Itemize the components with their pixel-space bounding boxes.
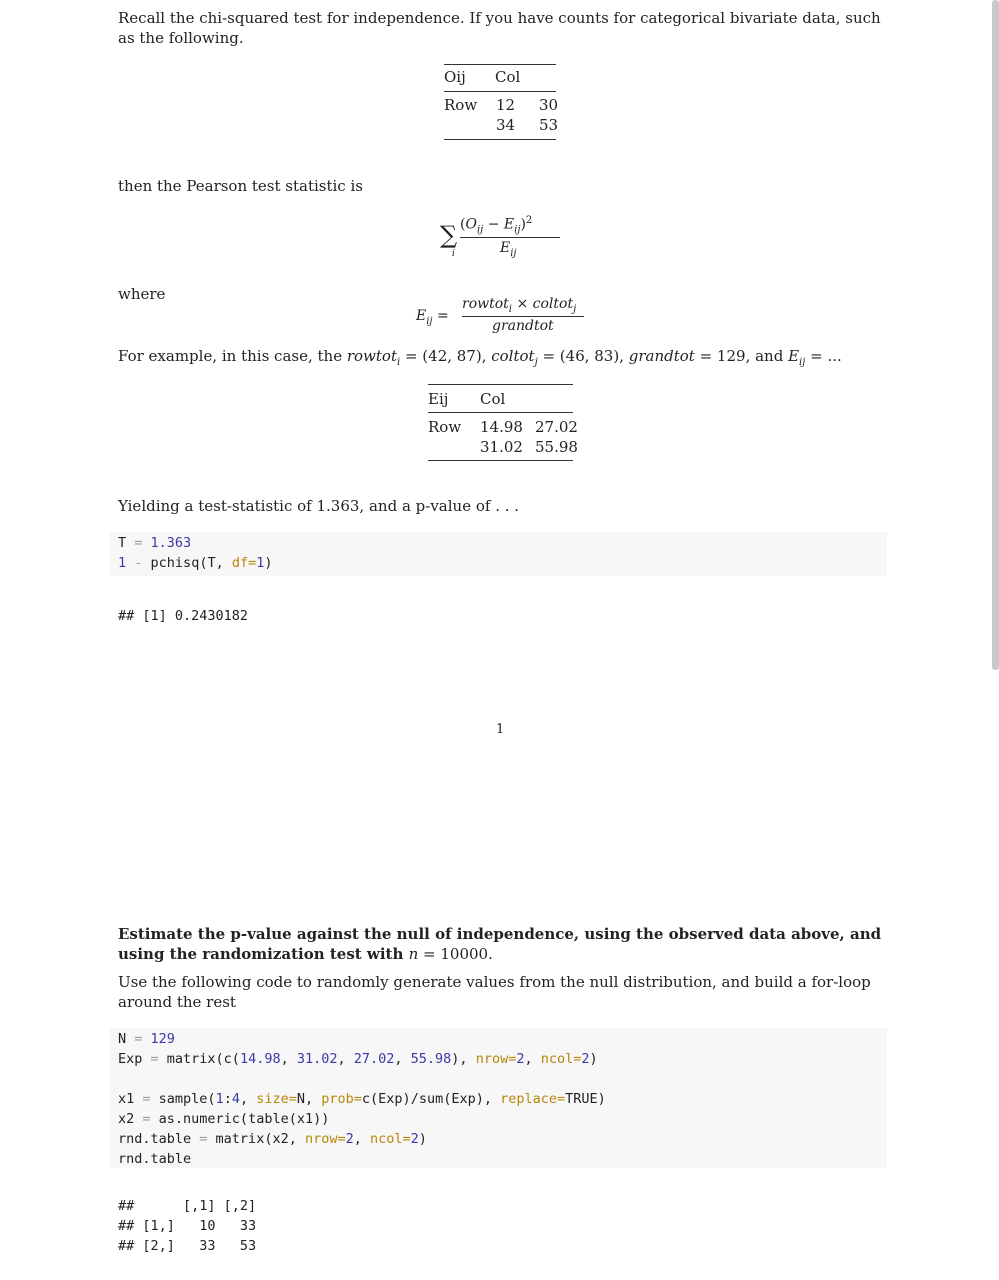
sum-index: i bbox=[452, 249, 455, 259]
code-block-2 bbox=[110, 1028, 887, 1168]
formula-denominator: $E_{ij}$ bbox=[500, 240, 517, 259]
table-row-header: Row bbox=[428, 418, 462, 436]
table-cell: 53 bbox=[539, 116, 559, 134]
observed-table bbox=[444, 64, 559, 142]
table-row-header: Row bbox=[444, 96, 478, 114]
code-block-1 bbox=[110, 532, 887, 576]
page-number: 1 bbox=[496, 722, 505, 737]
code-output-line: ## [,1] [,2] bbox=[118, 1198, 257, 1214]
table-cell: 34 bbox=[496, 116, 516, 134]
expected-formula bbox=[416, 296, 596, 338]
table-cell: 30 bbox=[539, 96, 559, 114]
table-col-header: Col bbox=[480, 390, 506, 408]
code-line: rnd.table bbox=[118, 1151, 192, 1167]
intro-paragraph: Recall the chi-squared test for independence. If you have counts for categorical bivariate data, such as the following. bbox=[118, 9, 881, 47]
code-output-line: ## [2,] 33 53 bbox=[118, 1238, 257, 1254]
table-cell: 27.02 bbox=[535, 418, 578, 436]
code-line: rnd.table = matrix(x2, nrow=2, ncol=2) bbox=[118, 1131, 427, 1147]
instruction-paragraph: Use the following code to randomly generate values from the null distribution, and build a for-loop around the rest bbox=[118, 973, 871, 1011]
code-line: T = 1.363 bbox=[118, 535, 192, 551]
yield-paragraph: Yielding a test-statistic of 1.363, and a p-value of . . . bbox=[118, 497, 520, 515]
formula-numerator: $(O_{ij} - E_{ij})^2$ bbox=[460, 215, 533, 236]
example-paragraph: For example, in this case, the rowtot$_i$ = (42, 87), coltot$_j$ = (46, 83), grandtot = 129, and $E_{ij}$ = ... bbox=[118, 347, 842, 368]
table-cell: 12 bbox=[496, 96, 516, 114]
table-cell: 55.98 bbox=[535, 438, 578, 456]
where-label: where bbox=[118, 285, 166, 303]
code-output-1: ## [1] 0.2430182 bbox=[118, 608, 249, 624]
eij-denominator: grandtot bbox=[492, 318, 554, 334]
pearson-formula bbox=[440, 215, 570, 265]
code-line: x2 = as.numeric(table(x1)) bbox=[118, 1111, 330, 1127]
table-col-header: Col bbox=[495, 68, 521, 86]
code-line: 1 - pchisq(T, df=1) bbox=[118, 555, 273, 571]
task-paragraph: Estimate the p-value against the null of independence, using the observed data above, and using the randomization test with n = 10000. bbox=[118, 925, 882, 963]
code-line: Exp = matrix(c(14.98, 31.02, 27.02, 55.98), nrow=2, ncol=2) bbox=[118, 1051, 598, 1067]
pearson-paragraph: then the Pearson test statistic is bbox=[118, 177, 363, 195]
table-corner: Oij bbox=[444, 68, 466, 86]
sum-symbol: ∑ bbox=[440, 221, 458, 249]
eij-numerator: rowtot$_i$ × coltot$_j$ bbox=[462, 296, 577, 315]
table-cell: 14.98 bbox=[480, 418, 523, 436]
code-line: x1 = sample(1:4, size=N, prob=c(Exp)/sum(Exp), replace=TRUE) bbox=[118, 1091, 606, 1107]
table-cell: 31.02 bbox=[480, 438, 523, 456]
table-corner: Eij bbox=[428, 390, 449, 408]
scrollbar-thumb[interactable] bbox=[992, 0, 999, 670]
code-line: N = 129 bbox=[118, 1031, 175, 1047]
eij-lhs: $E_{ij}$ = bbox=[416, 308, 449, 327]
code-output-line: ## [1,] 10 33 bbox=[118, 1218, 257, 1234]
expected-table bbox=[428, 384, 578, 462]
